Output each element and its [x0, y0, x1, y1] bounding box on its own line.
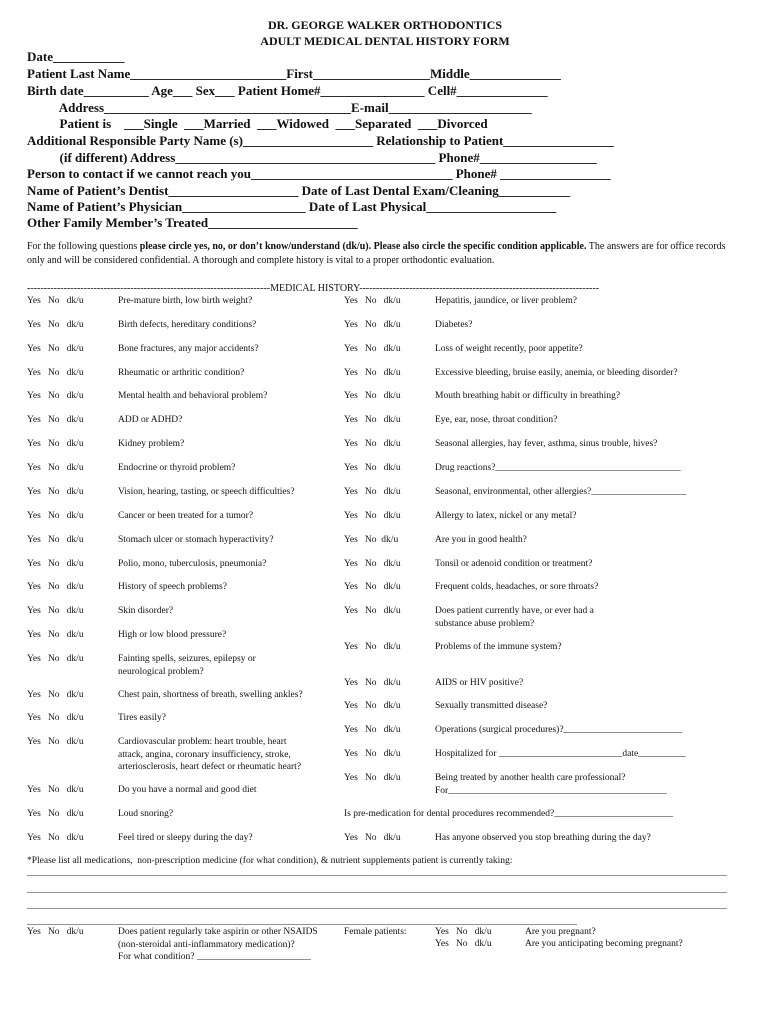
aspirin-question: Does patient regularly take aspirin or other NSAIDS (non-steroidal anti-inflammatory medication)? For what condition? ________________________ [118, 927, 318, 962]
left-question-12: Polio, mono, tuberculosis, pneumonia? [118, 559, 267, 569]
right-q4-yes-no-dku[interactable]: Yes No dk/u [344, 368, 401, 378]
right-q13-yes-no-dku[interactable]: Yes No dk/u [344, 582, 401, 592]
left-q11-yes-no-dku[interactable]: Yes No dk/u [27, 535, 84, 545]
left-question-11: Stomach ulcer or stomach hyperactivity? [118, 535, 274, 545]
left-q4-yes-no-dku[interactable]: Yes No dk/u [27, 368, 84, 378]
right-question-12: Tonsil or adenoid condition or treatment? [435, 559, 593, 569]
header-field-line-1[interactable]: Date___________ [27, 49, 125, 64]
left-question-15: High or low blood pressure? [118, 630, 227, 640]
form-title-line2: ADULT MEDICAL DENTAL HISTORY FORM [260, 34, 510, 48]
right-question-6: Eye, ear, nose, throat condition? [435, 415, 558, 425]
left-question-20: Do you have a normal and good diet [118, 785, 257, 795]
medical-history-divider: -------------------------------------------------------------------------MEDICAL HISTORY------------------------------------------------------------------------ [27, 283, 600, 294]
header-field-line-9[interactable]: Name of Patient’s Dentist____________________ Date of Last Dental Exam/Cleaning___________ [27, 183, 571, 198]
right-question-14: Does patient currently have, or ever had a substance abuse problem? [435, 606, 594, 629]
premedication-question: Is pre-medication for dental procedures recommended?_________________________ [344, 809, 673, 819]
aspirin-yes-no-dku[interactable]: Yes No dk/u [27, 927, 84, 937]
left-question-22: Feel tired or sleepy during the day? [118, 833, 253, 843]
header-field-line-6[interactable]: Additional Responsible Party Name (s)____________________ Relationship to Patient_________________ [27, 133, 614, 148]
anticipating-yes-no-dku[interactable]: Yes No dk/u [435, 939, 492, 949]
left-q2-yes-no-dku[interactable]: Yes No dk/u [27, 320, 84, 330]
right-question-18: Operations (surgical procedures)?_________________________ [435, 725, 683, 735]
pregnant-question: Are you pregnant? [525, 927, 596, 937]
left-question-14: Skin disorder? [118, 606, 174, 616]
right-question-16: AIDS or HIV positive? [435, 678, 524, 688]
right-q19-yes-no-dku[interactable]: Yes No dk/u [344, 749, 401, 759]
right-question-2: Diabetes? [435, 320, 473, 330]
header-field-line-10[interactable]: Name of Patient’s Physician___________________ Date of Last Physical____________________ [27, 199, 557, 214]
anticipating-pregnant-question: Are you anticipating becoming pregnant? [525, 939, 683, 949]
left-q12-yes-no-dku[interactable]: Yes No dk/u [27, 559, 84, 569]
pregnant-yes-no-dku[interactable]: Yes No dk/u [435, 927, 492, 937]
right-q9-yes-no-dku[interactable]: Yes No dk/u [344, 487, 401, 497]
left-question-2: Birth defects, hereditary conditions? [118, 320, 257, 330]
left-q6-yes-no-dku[interactable]: Yes No dk/u [27, 415, 84, 425]
right-q12-yes-no-dku[interactable]: Yes No dk/u [344, 559, 401, 569]
medication-line-3[interactable]: ____________________________________________________________________________________________________________________________________________ [27, 899, 727, 910]
right-q3-yes-no-dku[interactable]: Yes No dk/u [344, 344, 401, 354]
right-question-8: Drug reactions?_______________________________________ [435, 463, 681, 473]
right-q17-yes-no-dku[interactable]: Yes No dk/u [344, 701, 401, 711]
left-q15-yes-no-dku[interactable]: Yes No dk/u [27, 630, 84, 640]
right-q15-yes-no-dku[interactable]: Yes No dk/u [344, 642, 401, 652]
header-field-line-4[interactable]: Address______________________________________E-mail______________________ [27, 100, 532, 115]
left-question-1: Pre-mature birth, low birth weight? [118, 296, 253, 306]
left-q17-yes-no-dku[interactable]: Yes No dk/u [27, 690, 84, 700]
left-question-4: Rheumatic or arthritic condition? [118, 368, 245, 378]
left-q18-yes-no-dku[interactable]: Yes No dk/u [27, 713, 84, 723]
right-q6-yes-no-dku[interactable]: Yes No dk/u [344, 415, 401, 425]
right-question-9: Seasonal, environmental, other allergies?____________________ [435, 487, 687, 497]
left-question-19: Cardiovascular problem: heart trouble, heart attack, angina, coronary insufficiency, stroke, arteriosclerosis, heart defect or rheumatic heart? [118, 737, 302, 772]
right-q20-yes-no-dku[interactable]: Yes No dk/u [344, 773, 401, 783]
left-q14-yes-no-dku[interactable]: Yes No dk/u [27, 606, 84, 616]
stop-breathing-question: Has anyone observed you stop breathing during the day? [435, 833, 651, 843]
form-title-line1: DR. GEORGE WALKER ORTHODONTICS [267, 18, 503, 32]
right-question-19: Hospitalized for __________________________date__________ [435, 749, 686, 759]
left-q10-yes-no-dku[interactable]: Yes No dk/u [27, 511, 84, 521]
left-question-21: Loud snoring? [118, 809, 174, 819]
header-field-line-7[interactable]: (if different) Address________________________________________ Phone#__________________ [27, 150, 597, 165]
right-question-13: Frequent colds, headaches, or sore throats? [435, 582, 599, 592]
left-q3-yes-no-dku[interactable]: Yes No dk/u [27, 344, 84, 354]
left-question-16: Fainting spells, seizures, epilepsy or neurological problem? [118, 654, 256, 677]
left-question-18: Tires easily? [118, 713, 166, 723]
left-q7-yes-no-dku[interactable]: Yes No dk/u [27, 439, 84, 449]
right-q8-yes-no-dku[interactable]: Yes No dk/u [344, 463, 401, 473]
header-field-line-2[interactable]: Patient Last Name________________________First__________________Middle______________ [27, 66, 561, 81]
left-question-5: Mental health and behavioral problem? [118, 391, 268, 401]
medication-line-4[interactable]: ______________________________________________________________________________________________________________ [27, 915, 577, 926]
left-q9-yes-no-dku[interactable]: Yes No dk/u [27, 487, 84, 497]
right-q5-yes-no-dku[interactable]: Yes No dk/u [344, 391, 401, 401]
right-question-10: Allergy to latex, nickel or any metal? [435, 511, 577, 521]
right-question-5: Mouth breathing habit or difficulty in breathing? [435, 391, 621, 401]
header-field-line-8[interactable]: Person to contact if we cannot reach you_______________________________ Phone# _________________ [27, 166, 611, 181]
right-question-20: Being treated by another health care professional? For______________________________________________ [435, 773, 667, 796]
left-q19-yes-no-dku[interactable]: Yes No dk/u [27, 737, 84, 747]
left-question-13: History of speech problems? [118, 582, 227, 592]
left-q1-yes-no-dku[interactable]: Yes No dk/u [27, 296, 84, 306]
left-question-6: ADD or ADHD? [118, 415, 183, 425]
header-field-line-3[interactable]: Birth date__________ Age___ Sex___ Patient Home#________________ Cell#______________ [27, 83, 548, 98]
left-question-9: Vision, hearing, tasting, or speech difficulties? [118, 487, 295, 497]
left-q22-yes-no-dku[interactable]: Yes No dk/u [27, 833, 84, 843]
right-q14-yes-no-dku[interactable]: Yes No dk/u [344, 606, 401, 616]
right-q7-yes-no-dku[interactable]: Yes No dk/u [344, 439, 401, 449]
right-question-1: Hepatitis, jaundice, or liver problem? [435, 296, 577, 306]
medication-line-1[interactable]: ____________________________________________________________________________________________________________________________________________ [27, 866, 727, 877]
right-q16-yes-no-dku[interactable]: Yes No dk/u [344, 678, 401, 688]
left-q13-yes-no-dku[interactable]: Yes No dk/u [27, 582, 84, 592]
medication-line-2[interactable]: ____________________________________________________________________________________________________________________________________________ [27, 883, 727, 894]
right-q10-yes-no-dku[interactable]: Yes No dk/u [344, 511, 401, 521]
right-question-15: Problems of the immune system? [435, 642, 562, 652]
left-question-17: Chest pain, shortness of breath, swelling ankles? [118, 690, 303, 700]
right-q11-yes-no-dku[interactable]: Yes No dk/u [344, 535, 399, 545]
left-q5-yes-no-dku[interactable]: Yes No dk/u [27, 391, 84, 401]
header-field-line-5[interactable]: Patient is ___Single ___Married ___Widowed ___Separated ___Divorced [27, 116, 488, 131]
left-question-7: Kidney problem? [118, 439, 185, 449]
left-q8-yes-no-dku[interactable]: Yes No dk/u [27, 463, 84, 473]
left-question-10: Cancer or been treated for a tumor? [118, 511, 254, 521]
right-q1-yes-no-dku[interactable]: Yes No dk/u [344, 296, 401, 306]
left-question-8: Endocrine or thyroid problem? [118, 463, 236, 473]
right-question-17: Sexually transmitted disease? [435, 701, 548, 711]
female-patients-label: Female patients: [344, 927, 407, 937]
right-q18-yes-no-dku[interactable]: Yes No dk/u [344, 725, 401, 735]
breathing-yes-no-dku[interactable]: Yes No dk/u [344, 833, 401, 843]
left-q16-yes-no-dku[interactable]: Yes No dk/u [27, 654, 84, 664]
instructions: For the following questions please circle yes, no, or don’t know/understand (dk/u). Please also circle the specific condition applicable. The answers are for office records only and will be considered confidential. A thorough and complete history is vital to a proper orthodontic evaluation. [27, 241, 726, 266]
right-question-7: Seasonal allergies, hay fever, asthma, sinus trouble, hives? [435, 439, 658, 449]
left-question-3: Bone fractures, any major accidents? [118, 344, 259, 354]
right-q2-yes-no-dku[interactable]: Yes No dk/u [344, 320, 401, 330]
right-question-4: Excessive bleeding, bruise easily, anemia, or bleeding disorder? [435, 368, 678, 378]
left-q20-yes-no-dku[interactable]: Yes No dk/u [27, 785, 84, 795]
right-question-3: Loss of weight recently, poor appetite? [435, 344, 583, 354]
right-question-11: Are you in good health? [435, 535, 527, 545]
header-field-line-11[interactable]: Other Family Member’s Treated_______________________ [27, 215, 358, 230]
left-q21-yes-no-dku[interactable]: Yes No dk/u [27, 809, 84, 819]
medications-prompt: *Please list all medications, non-prescription medicine (for what condition), & nutrient supplements patient is currently taking: [27, 856, 513, 866]
